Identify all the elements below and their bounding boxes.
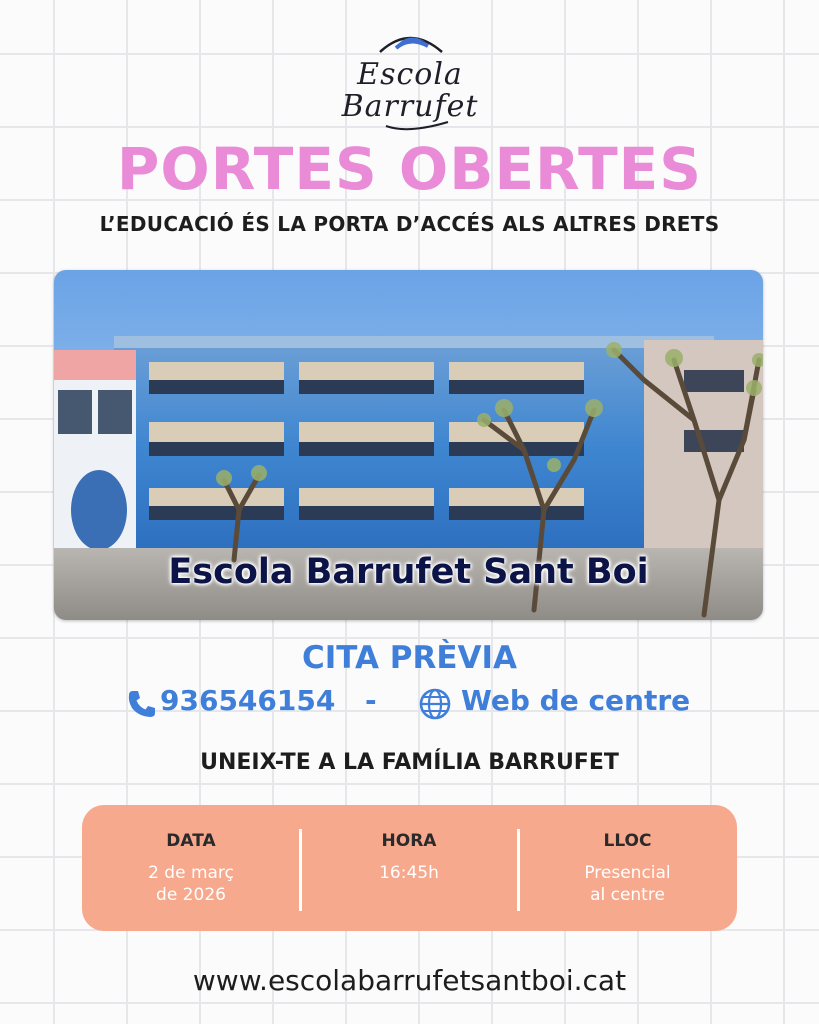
phone-icon [126,688,158,720]
website-link[interactable]: Web de centre [461,684,691,717]
photo-caption: Escola Barrufet Sant Boi [168,552,649,592]
time-value [300,862,518,884]
contact-row [0,684,819,724]
school-logo [330,22,490,134]
school-photo [54,270,763,620]
date-line-2: de 2026 [156,885,226,905]
info-date [82,805,300,931]
time-heading: HORA [381,831,437,851]
place-heading: LLOC [603,831,652,851]
place-value [518,862,737,906]
page-subtitle: L’EDUCACIÓ ÉS LA PORTA D’ACCÉS ALS ALTRES DRETS [99,212,720,236]
logo-line-1: Escola [357,57,463,92]
phone-number[interactable]: 936546154 [160,684,336,717]
info-time [300,805,518,931]
globe-icon [418,687,452,721]
page-title: PORTES OBERTES [116,135,703,203]
info-place [518,805,737,931]
place-line-2: al centre [590,885,665,905]
event-info-box [82,805,737,931]
place-line-1: Presencial [584,863,671,883]
date-line-1: 2 de març [148,863,234,883]
date-value [82,862,300,906]
time-line-1: 16:45h [379,863,439,883]
date-heading: DATA [166,831,216,851]
appointment-title: CITA PRÈVIA [301,640,518,676]
website-url[interactable]: www.escolabarrufetsantboi.cat [192,964,627,997]
join-slogan: UNEIX-TE A LA FAMÍLIA BARRUFET [200,750,619,775]
contact-separator: - [365,684,377,717]
logo-line-2: Barrufet [341,89,479,124]
